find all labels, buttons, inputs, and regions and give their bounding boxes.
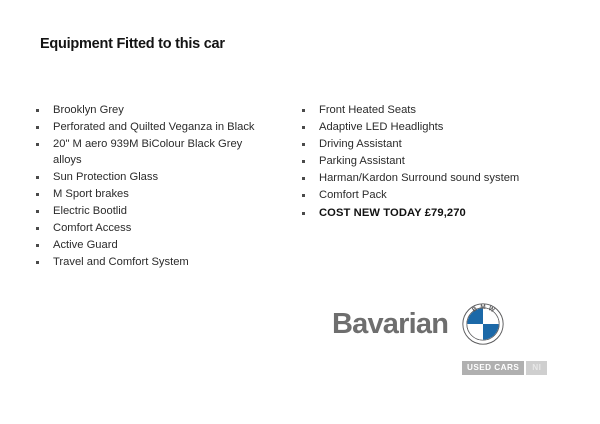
svg-text:M: M <box>480 303 486 311</box>
list-item <box>33 187 290 203</box>
list-item-price <box>299 206 560 222</box>
list-item <box>33 221 290 237</box>
list-item <box>33 204 290 220</box>
svg-text:W: W <box>487 305 496 315</box>
list-item-label: Adaptive LED Headlights <box>319 121 444 134</box>
equipment-list <box>0 103 600 272</box>
bullet-icon <box>33 103 53 112</box>
bullet-icon <box>299 171 319 180</box>
list-item <box>33 137 290 168</box>
bullet-icon <box>33 238 53 247</box>
list-item-label: M Sport brakes <box>53 187 129 200</box>
list-item-label: Driving Assistant <box>319 138 402 151</box>
list-item-label: Active Guard <box>53 239 118 252</box>
list-item-label: Comfort Pack <box>319 189 387 202</box>
bullet-icon <box>33 221 53 230</box>
list-item <box>33 170 290 186</box>
bavarian-wordmark: Bavarian <box>332 307 449 340</box>
list-item-label: Front Heated Seats <box>319 104 417 116</box>
used-cars-badge <box>462 361 547 375</box>
list-item-label: 20" M aero 939M BiColour Black Grey alloys <box>53 138 243 166</box>
bullet-icon <box>33 255 53 264</box>
list-item <box>299 154 560 170</box>
list-item <box>299 103 560 119</box>
list-item <box>299 120 560 136</box>
equipment-column-left <box>0 103 290 272</box>
list-item <box>33 120 290 136</box>
cost-new-today-label: COST NEW TODAY £79,270 <box>319 206 466 219</box>
used-cars-label: USED CARS <box>462 361 524 375</box>
bullet-icon <box>33 137 53 146</box>
list-item-label: Travel and Comfort System <box>53 256 189 269</box>
list-item-label: Perforated and Quilted Veganza in Black <box>53 121 255 134</box>
list-item-label: Brooklyn Grey <box>53 104 124 116</box>
svg-text:B: B <box>471 305 479 314</box>
list-item-label: Harman/Kardon Surround sound system <box>319 172 520 185</box>
bullet-icon <box>33 170 53 179</box>
list-item-label: Comfort Access <box>53 222 132 235</box>
list-item-label: Electric Bootlid <box>53 205 127 218</box>
bullet-icon <box>33 120 53 129</box>
list-item <box>33 103 290 119</box>
page-title: Equipment Fitted to this car <box>40 36 225 52</box>
list-item <box>299 171 560 187</box>
bullet-icon <box>299 137 319 146</box>
bullet-icon <box>299 188 319 197</box>
list-item <box>33 255 290 271</box>
bullet-icon <box>33 204 53 213</box>
list-item-label: Parking Assistant <box>319 155 405 168</box>
bmw-roundel-icon <box>462 303 504 345</box>
bullet-icon <box>33 187 53 196</box>
list-item <box>299 137 560 153</box>
list-item <box>299 188 560 204</box>
dealer-branding <box>332 303 504 345</box>
bullet-icon <box>299 103 319 112</box>
equipment-column-right <box>290 103 560 223</box>
bullet-icon <box>299 206 319 215</box>
bullet-icon <box>299 120 319 129</box>
bullet-icon <box>299 154 319 163</box>
list-item-label: Sun Protection Glass <box>53 170 159 183</box>
region-label: NI <box>526 361 547 375</box>
list-item <box>33 238 290 254</box>
